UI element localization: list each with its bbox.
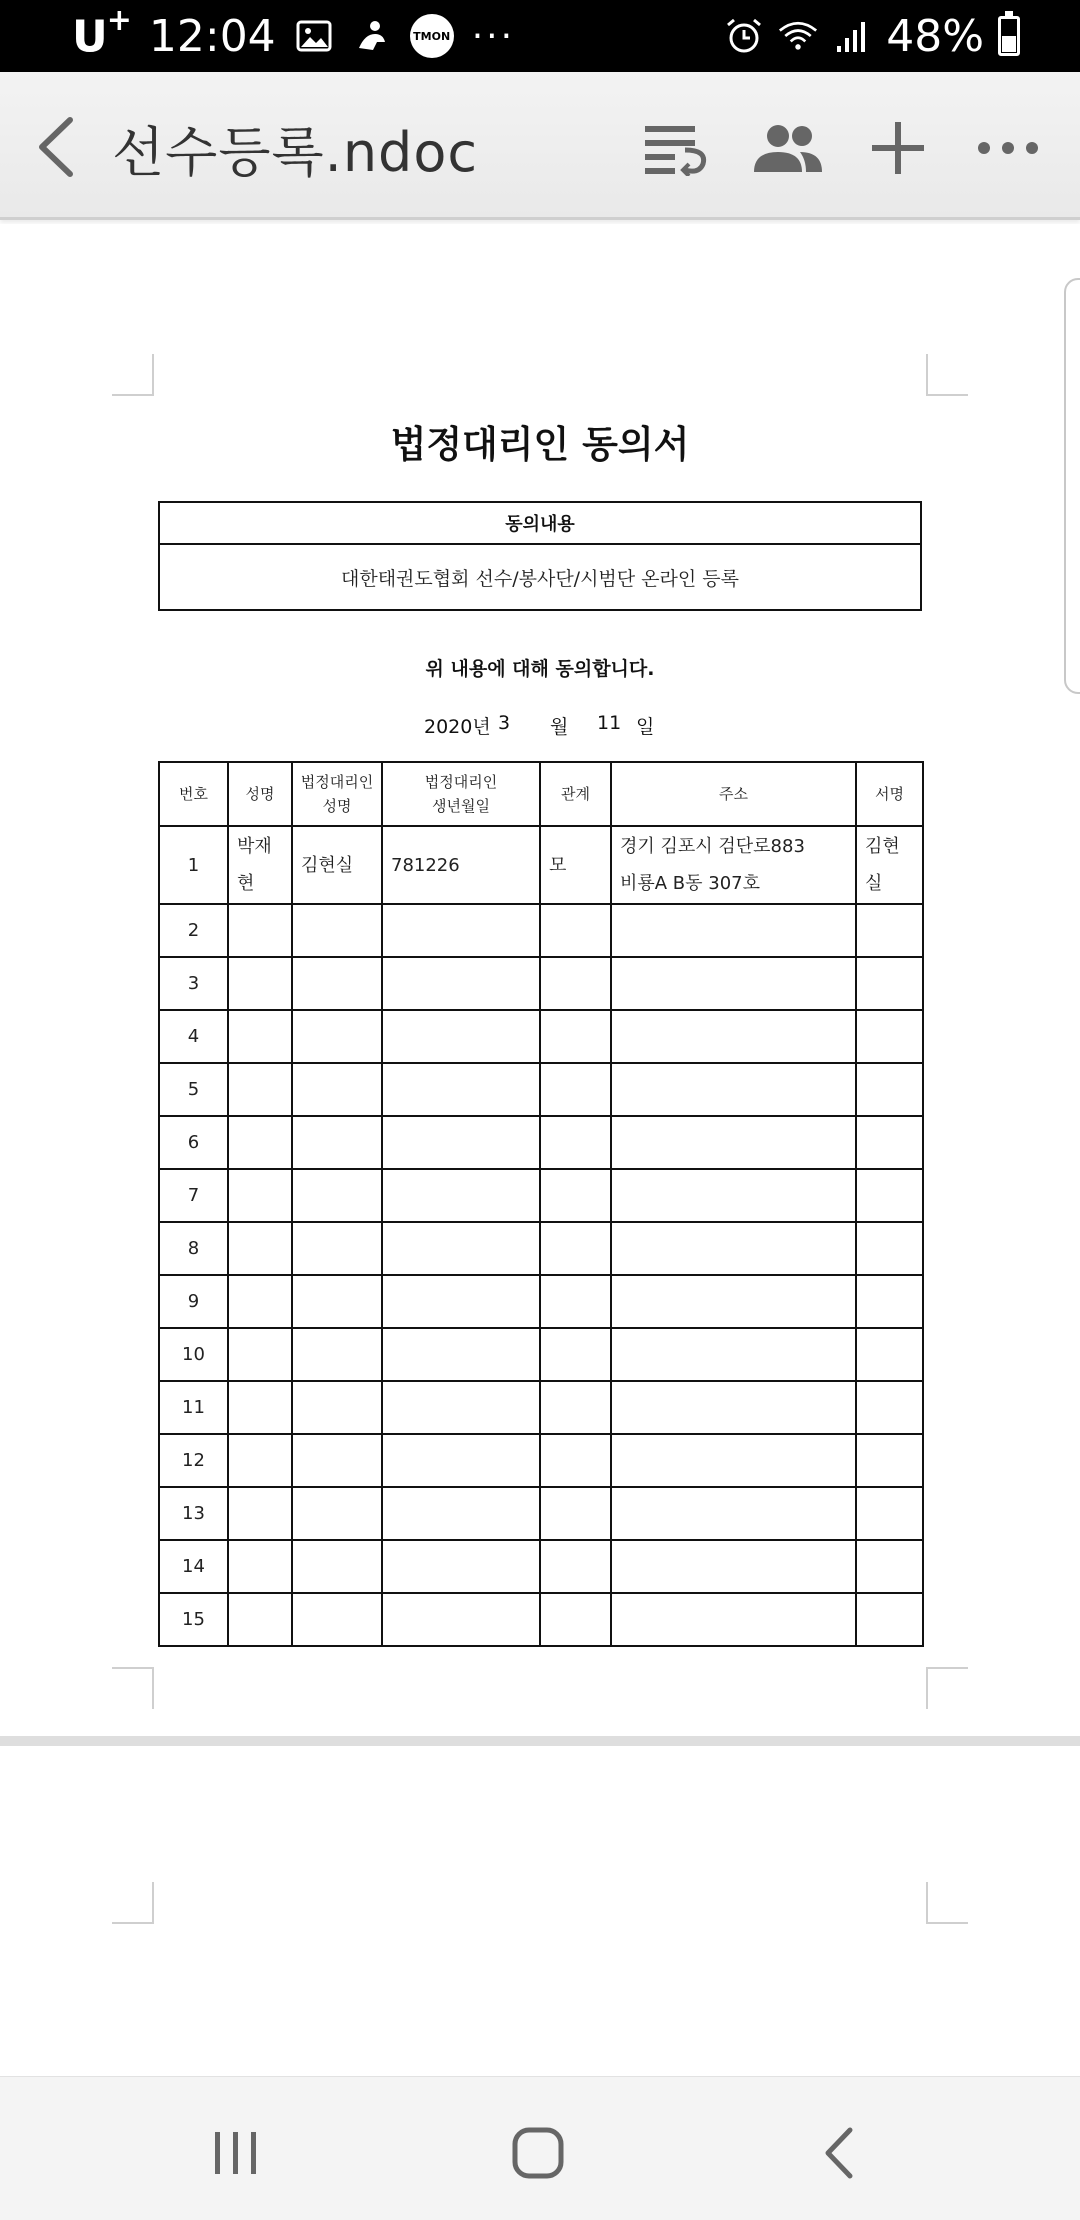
cell-no[interactable]: 1 <box>159 826 228 904</box>
cell-guardian-name[interactable] <box>292 1275 382 1328</box>
cell-no[interactable]: 4 <box>159 1010 228 1063</box>
cell-guardian-birth[interactable] <box>382 957 540 1010</box>
table-row[interactable] <box>159 1169 923 1222</box>
cell-address[interactable] <box>611 1487 856 1540</box>
back-icon[interactable] <box>28 112 88 182</box>
cell-name[interactable] <box>228 957 292 1010</box>
cell-relation[interactable] <box>540 957 611 1010</box>
cell-name[interactable] <box>228 1222 292 1275</box>
status-bar-right <box>724 0 1020 72</box>
cell-name[interactable] <box>228 1063 292 1116</box>
cell-name[interactable] <box>228 1010 292 1063</box>
next-document-page[interactable] <box>0 1746 1080 2076</box>
document-title: 선수등록.ndoc <box>112 121 479 184</box>
consent-content: 대한태권도협회 선수/봉사단/시범단 온라인 등록 <box>340 567 739 590</box>
header-address: 주소 <box>611 762 856 826</box>
signal-icon <box>832 16 872 56</box>
cell-relation[interactable] <box>540 1381 611 1434</box>
header-no: 번호 <box>159 762 228 826</box>
cell-guardian-birth[interactable] <box>382 1593 540 1646</box>
date-line <box>424 712 666 739</box>
alarm-icon <box>724 16 764 56</box>
table-row[interactable] <box>159 1593 923 1646</box>
cell-no[interactable]: 10 <box>159 1328 228 1381</box>
status-bar <box>0 0 1080 72</box>
cell-signature[interactable] <box>856 1593 923 1646</box>
page-margin-mark <box>112 1667 154 1709</box>
date-month-label: 월 <box>550 716 569 738</box>
cell-address[interactable] <box>611 1116 856 1169</box>
cell-signature[interactable] <box>856 1381 923 1434</box>
date-year: 2020년 <box>424 716 491 738</box>
cell-guardian-birth[interactable] <box>382 1010 540 1063</box>
nav-back-icon[interactable] <box>800 2113 880 2193</box>
cell-guardian-name[interactable] <box>292 1222 382 1275</box>
tmon-icon: TMON <box>410 14 454 58</box>
cell-guardian-birth[interactable] <box>382 1222 540 1275</box>
cell-guardian-birth[interactable] <box>382 1381 540 1434</box>
page-margin-mark <box>926 354 968 396</box>
table-row[interactable] <box>159 826 923 904</box>
cell-relation[interactable]: 모 <box>540 826 611 904</box>
status-clock: 12:04 <box>148 10 276 62</box>
cell-guardian-birth[interactable] <box>382 1169 540 1222</box>
recent-apps-icon[interactable] <box>196 2113 276 2193</box>
cell-no[interactable]: 11 <box>159 1381 228 1434</box>
battery-icon <box>998 16 1020 56</box>
cell-no[interactable]: 14 <box>159 1540 228 1593</box>
cell-guardian-name[interactable] <box>292 904 382 957</box>
cell-no[interactable]: 15 <box>159 1593 228 1646</box>
date-day-label: 일 <box>636 716 655 738</box>
home-icon[interactable] <box>498 2113 578 2193</box>
cell-relation[interactable] <box>540 1593 611 1646</box>
cell-relation[interactable] <box>540 1116 611 1169</box>
cell-guardian-name[interactable] <box>292 1593 382 1646</box>
cell-address[interactable] <box>611 1063 856 1116</box>
table-row[interactable] <box>159 1116 923 1169</box>
cell-guardian-birth[interactable] <box>382 1116 540 1169</box>
scroll-handle[interactable] <box>1064 278 1080 694</box>
cell-signature[interactable] <box>856 1063 923 1116</box>
cell-signature[interactable] <box>856 1487 923 1540</box>
cell-name[interactable] <box>228 1275 292 1328</box>
carrier-label: U+ <box>72 3 131 63</box>
cell-guardian-name[interactable] <box>292 1116 382 1169</box>
cell-guardian-name[interactable] <box>292 1434 382 1487</box>
cell-address[interactable] <box>611 1222 856 1275</box>
cell-relation[interactable] <box>540 1169 611 1222</box>
cell-guardian-birth[interactable] <box>382 1328 540 1381</box>
cell-no[interactable]: 9 <box>159 1275 228 1328</box>
cell-name[interactable] <box>228 904 292 957</box>
cell-signature[interactable]: 김현 실 <box>856 826 923 904</box>
table-row[interactable] <box>159 1222 923 1275</box>
cell-guardian-name[interactable]: 김현실 <box>292 826 382 904</box>
cell-signature[interactable] <box>856 904 923 957</box>
header-relation: 관계 <box>540 762 611 826</box>
table-row[interactable] <box>159 904 923 957</box>
cell-no[interactable]: 6 <box>159 1116 228 1169</box>
agree-statement: 위 내용에 대해 동의합니다. <box>425 658 655 680</box>
cell-guardian-name[interactable] <box>292 1010 382 1063</box>
more-icon[interactable] <box>968 108 1048 188</box>
cell-no[interactable]: 3 <box>159 957 228 1010</box>
cell-address[interactable] <box>611 1169 856 1222</box>
consent-header: 동의내용 <box>160 503 920 545</box>
table-row[interactable] <box>159 1328 923 1381</box>
cell-guardian-birth[interactable] <box>382 1487 540 1540</box>
date-day-value: 11 <box>597 712 622 734</box>
cell-no[interactable]: 12 <box>159 1434 228 1487</box>
cell-signature[interactable] <box>856 1222 923 1275</box>
cell-name[interactable] <box>228 1434 292 1487</box>
cell-relation[interactable] <box>540 1222 611 1275</box>
wifi-icon <box>778 16 818 56</box>
cell-guardian-name[interactable] <box>292 1540 382 1593</box>
page-margin-mark <box>926 1667 968 1709</box>
header-signature: 서명 <box>856 762 923 826</box>
more-notifications-icon: ··· <box>471 15 516 57</box>
cell-address[interactable] <box>611 1434 856 1487</box>
cell-relation[interactable] <box>540 1063 611 1116</box>
cell-relation[interactable] <box>540 1010 611 1063</box>
cell-relation[interactable] <box>540 1540 611 1593</box>
navigation-bar <box>0 2076 1080 2220</box>
table-row[interactable] <box>159 957 923 1010</box>
cell-address[interactable] <box>611 904 856 957</box>
table-row[interactable] <box>159 1010 923 1063</box>
header-guardian-name: 법정대리인 성명 <box>292 762 382 826</box>
cell-name[interactable] <box>228 1116 292 1169</box>
cell-guardian-birth[interactable]: 781226 <box>382 826 540 904</box>
add-icon[interactable] <box>858 108 938 188</box>
cell-address[interactable] <box>611 957 856 1010</box>
cell-guardian-birth[interactable] <box>382 1063 540 1116</box>
cell-signature[interactable] <box>856 1010 923 1063</box>
cell-no[interactable]: 7 <box>159 1169 228 1222</box>
cell-no[interactable]: 5 <box>159 1063 228 1116</box>
registration-table <box>158 761 924 1647</box>
cell-relation[interactable] <box>540 1275 611 1328</box>
cell-guardian-birth[interactable] <box>382 904 540 957</box>
cell-signature[interactable] <box>856 1169 923 1222</box>
cell-guardian-name[interactable] <box>292 1169 382 1222</box>
cell-relation[interactable] <box>540 1434 611 1487</box>
table-row[interactable] <box>159 1275 923 1328</box>
table-row[interactable] <box>159 1434 923 1487</box>
cell-address[interactable] <box>611 1593 856 1646</box>
share-people-icon[interactable] <box>748 108 828 188</box>
cell-address[interactable] <box>611 1275 856 1328</box>
page-margin-mark <box>926 1882 968 1924</box>
cell-guardian-name[interactable] <box>292 1328 382 1381</box>
cell-no[interactable]: 13 <box>159 1487 228 1540</box>
cell-guardian-birth[interactable] <box>382 1434 540 1487</box>
header-guardian-birth: 법정대리인 생년월일 <box>382 762 540 826</box>
cell-relation[interactable] <box>540 1487 611 1540</box>
cell-name[interactable] <box>228 1381 292 1434</box>
cell-guardian-birth[interactable] <box>382 1540 540 1593</box>
cell-signature[interactable] <box>856 1434 923 1487</box>
page-margin-mark <box>112 1882 154 1924</box>
battery-percent: 48% <box>886 10 984 62</box>
page-margin-mark <box>112 354 154 396</box>
cell-no[interactable]: 2 <box>159 904 228 957</box>
notification-icon <box>352 16 392 56</box>
cell-guardian-name[interactable] <box>292 1487 382 1540</box>
page-separator <box>0 1736 1080 1746</box>
cell-address[interactable] <box>611 1010 856 1063</box>
consent-box <box>158 501 922 611</box>
form-title: 법정대리인 동의서 <box>390 423 690 466</box>
cell-relation[interactable] <box>540 904 611 957</box>
cell-name[interactable] <box>228 1540 292 1593</box>
cell-guardian-name[interactable] <box>292 957 382 1010</box>
cell-signature[interactable] <box>856 957 923 1010</box>
status-bar-left <box>72 0 515 72</box>
cell-name[interactable] <box>228 1328 292 1381</box>
cell-relation[interactable] <box>540 1328 611 1381</box>
cell-name[interactable]: 박재 현 <box>228 826 292 904</box>
cell-signature[interactable] <box>856 1328 923 1381</box>
document-page[interactable] <box>0 224 1080 1744</box>
date-month-value: 3 <box>498 712 511 734</box>
cell-signature[interactable] <box>856 1540 923 1593</box>
table-header-row <box>159 762 923 826</box>
cell-name[interactable] <box>228 1169 292 1222</box>
table-row[interactable] <box>159 1381 923 1434</box>
cell-name[interactable] <box>228 1487 292 1540</box>
cell-address[interactable] <box>611 1540 856 1593</box>
cell-guardian-name[interactable] <box>292 1063 382 1116</box>
cell-address[interactable]: 경기 김포시 검단로883 비룡A B동 307호 <box>611 826 856 904</box>
table-row[interactable] <box>159 1540 923 1593</box>
table-row[interactable] <box>159 1487 923 1540</box>
table-row[interactable] <box>159 1063 923 1116</box>
cell-signature[interactable] <box>856 1116 923 1169</box>
header-name: 성명 <box>228 762 292 826</box>
cell-address[interactable] <box>611 1328 856 1381</box>
gallery-icon <box>294 16 334 56</box>
cell-guardian-birth[interactable] <box>382 1275 540 1328</box>
reading-mode-icon[interactable] <box>636 108 716 188</box>
cell-guardian-name[interactable] <box>292 1381 382 1434</box>
cell-address[interactable] <box>611 1381 856 1434</box>
cell-signature[interactable] <box>856 1275 923 1328</box>
cell-no[interactable]: 8 <box>159 1222 228 1275</box>
cell-name[interactable] <box>228 1593 292 1646</box>
app-bar <box>0 72 1080 220</box>
